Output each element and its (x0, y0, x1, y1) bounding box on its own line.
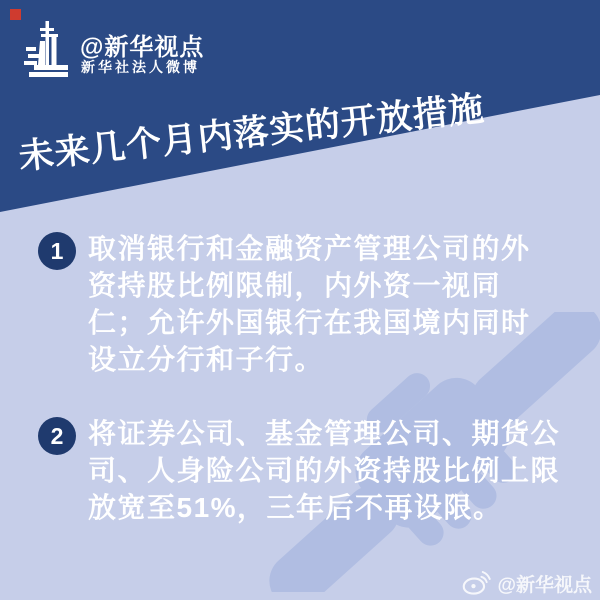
measure-text (88, 415, 568, 526)
xinhua-monument-icon (24, 21, 74, 79)
account-subtitle: 新华社法人微博 (81, 59, 200, 75)
red-corner-mark (10, 9, 21, 20)
measure-number-badge: 2 (38, 417, 76, 455)
poster-title: 未来几个月内落实的开放措施 (16, 89, 487, 177)
measure-line: 取消银行和金融资产管理公司的外 (88, 233, 531, 264)
measure-number-badge: 1 (38, 232, 76, 270)
measure-text (88, 230, 568, 378)
measure-line: 资持股比例限制，内外资一视同 (88, 270, 502, 301)
account-handle: @新华视点 (80, 34, 205, 61)
measure-line: 设立分行和子行。 (88, 344, 325, 375)
weibo-credit-handle: @新华视点 (497, 574, 592, 596)
weibo-credit (462, 569, 592, 597)
measure-line: 将证券公司、基金管理公司、期货公 (88, 418, 561, 449)
measure-line: 司、人身险公司的外资持股比例上限 (88, 455, 561, 486)
measure-line: 放宽至51%，三年后不再设限。 (88, 492, 503, 523)
weibo-icon (462, 569, 492, 597)
measure-line: 仁；允许外国银行在我国境内同时 (88, 307, 531, 338)
